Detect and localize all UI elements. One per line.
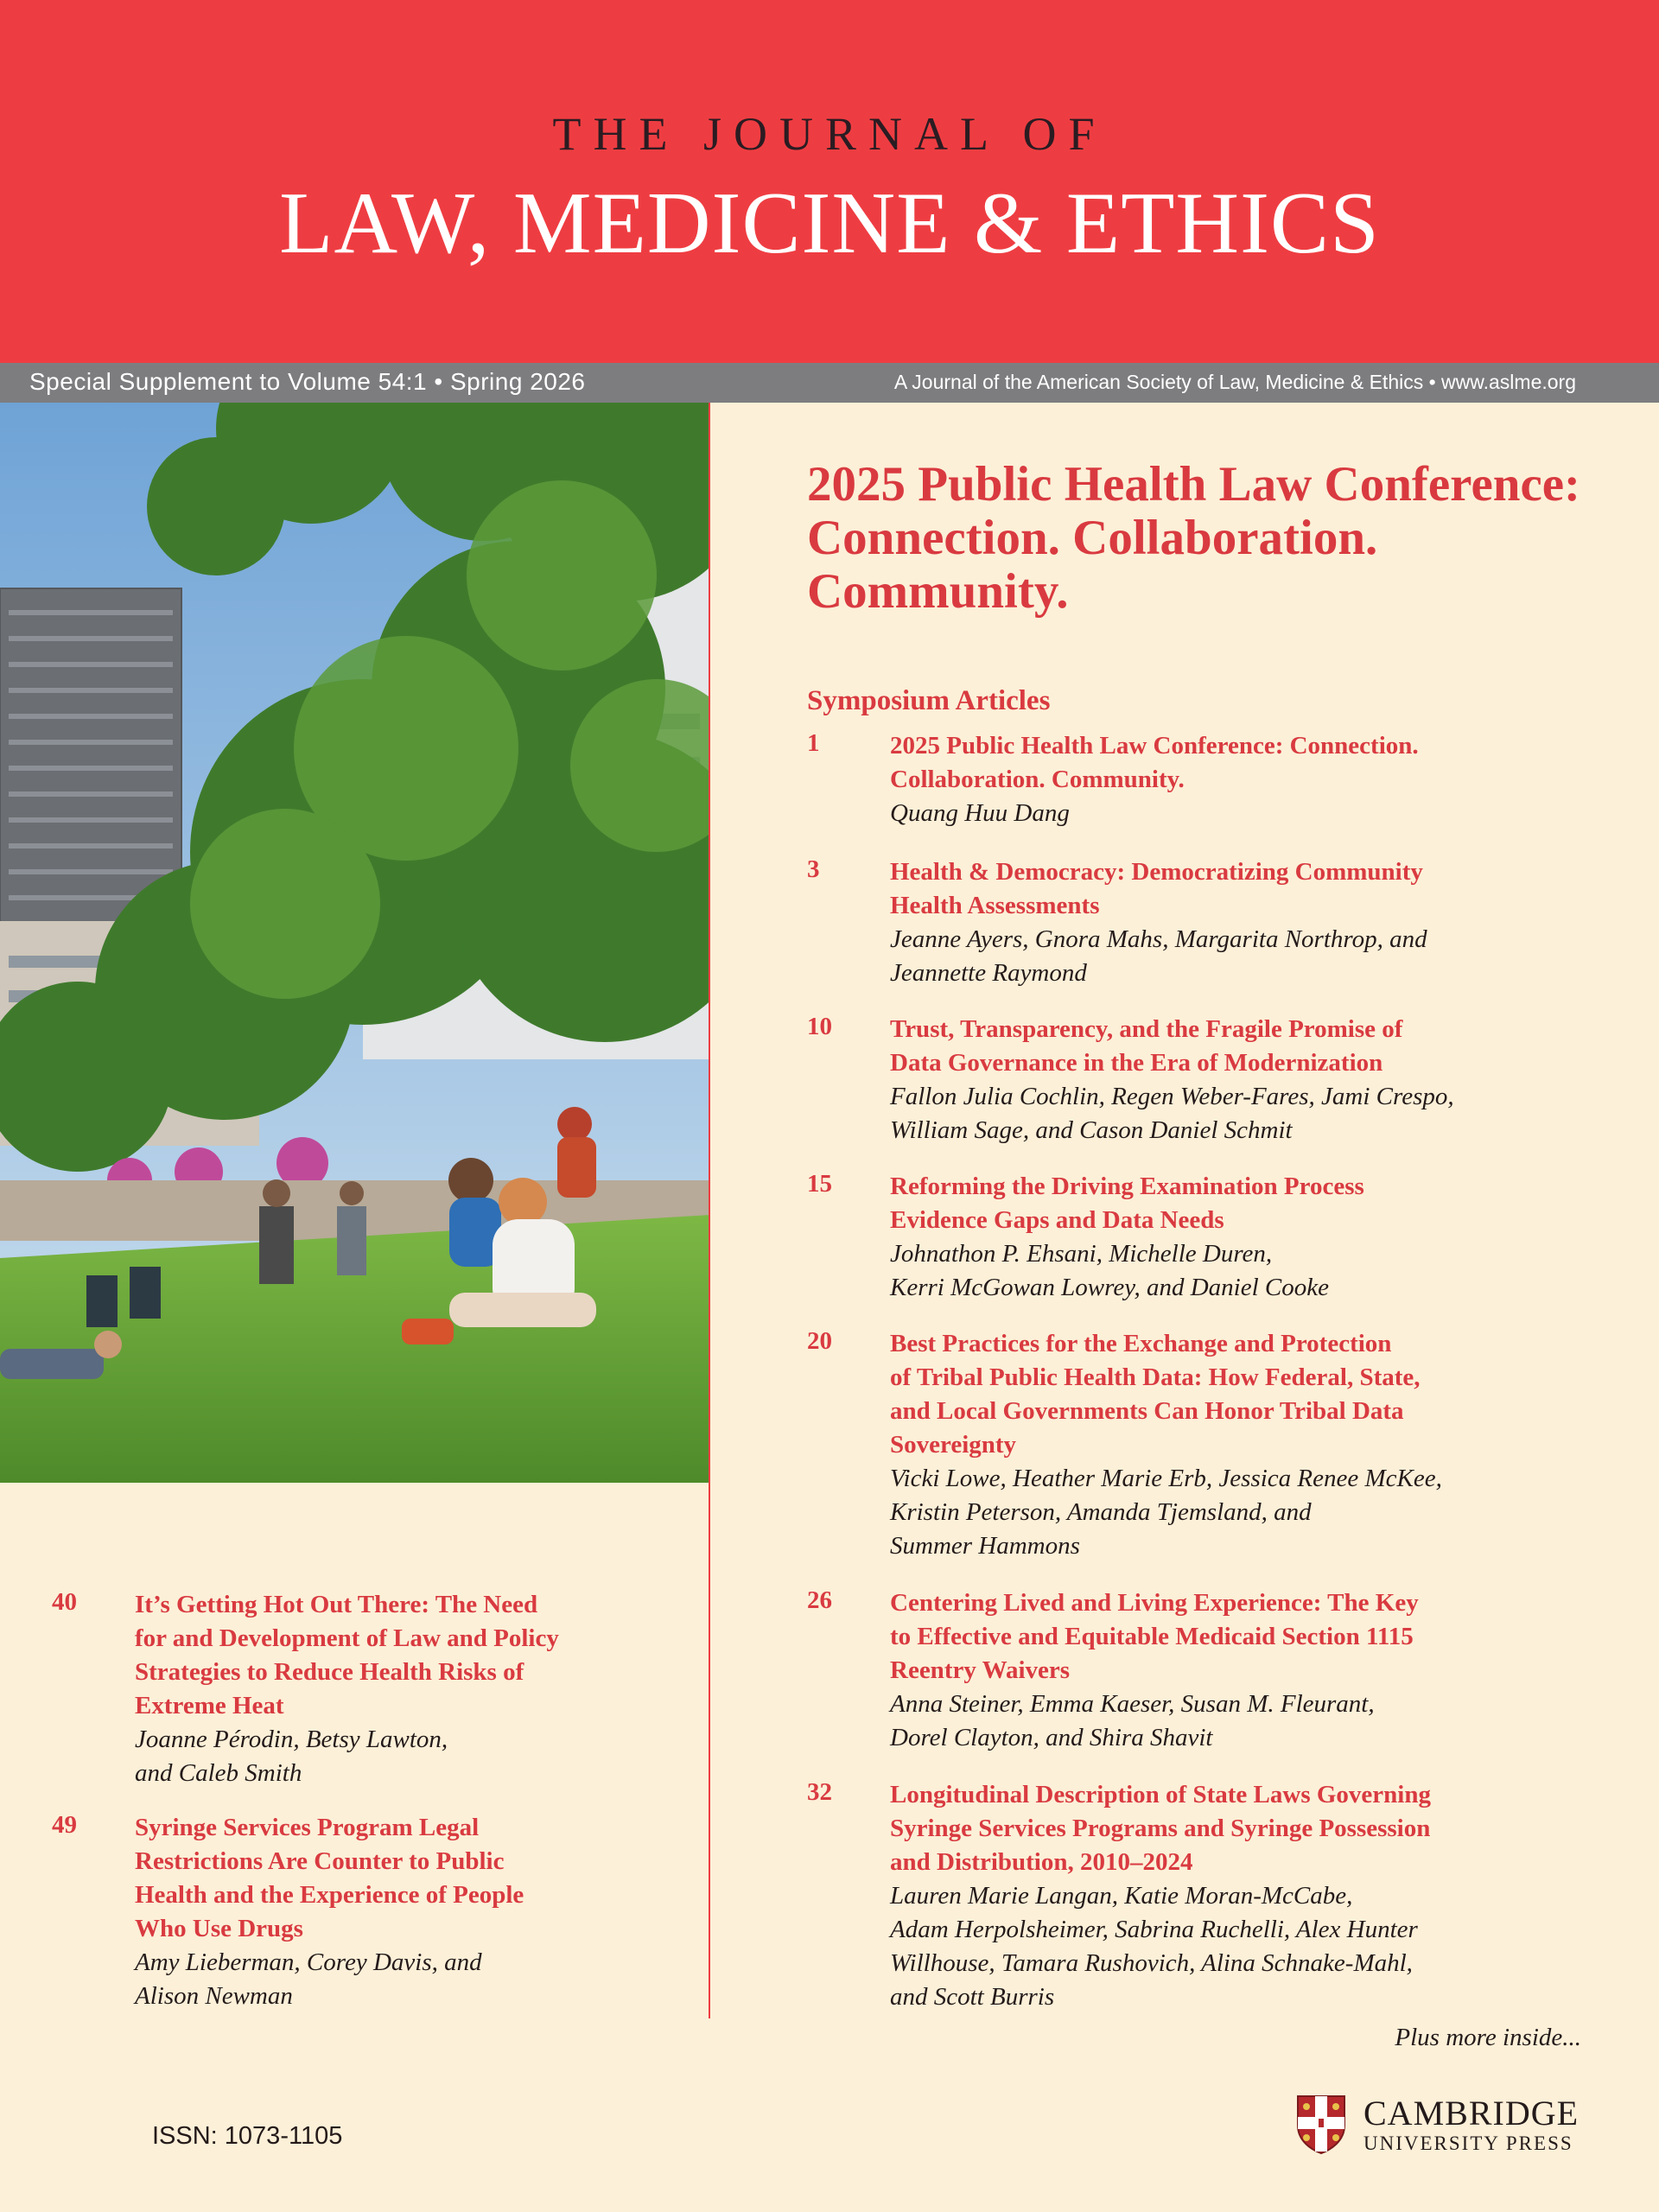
toc-article-title <box>135 1588 826 1723</box>
toc-title-line: Strategies to Reduce Health Risks of <box>135 1658 524 1686</box>
issue-band <box>0 363 1659 403</box>
toc-author-line: Alison Newman <box>135 1982 293 2010</box>
toc-title-line: and Local Governments Can Honor Tribal Data <box>890 1397 1404 1425</box>
journal-prefix: THE JOURNAL OF <box>552 108 1107 160</box>
issn: ISSN: 1073-1105 <box>152 2122 343 2150</box>
toc-title-line: Sovereignty <box>890 1431 1017 1459</box>
toc-author-line: and Scott Burris <box>890 1983 1055 2011</box>
masthead <box>0 0 1659 363</box>
toc-title-line: Best Practices for the Exchange and Protection <box>890 1330 1392 1357</box>
toc-page-number: 1 <box>807 729 820 757</box>
toc-author-line: Kerri McGowan Lowrey, and Daniel Cooke <box>890 1274 1329 1301</box>
toc-title-line: Longitudinal Description of State Laws Governing <box>890 1781 1431 1808</box>
toc-title-line: 2025 Public Health Law Conference: Connection. <box>890 732 1419 760</box>
toc-author-line: and Caleb Smith <box>135 1759 302 1787</box>
toc-article-title <box>890 1778 1581 1879</box>
toc-title-line: of Tribal Public Health Data: How Federal, State, <box>890 1363 1421 1391</box>
toc-title-line: Trust, Transparency, and the Fragile Promise of <box>890 1015 1403 1043</box>
toc-author-line: Kristin Peterson, Amanda Tjemsland, and <box>890 1498 1312 1526</box>
toc-title-line: Who Use Drugs <box>135 1915 303 1942</box>
toc-article-authors <box>135 1723 826 1790</box>
toc-article-authors <box>890 797 1581 830</box>
toc-article-authors <box>890 1462 1581 1563</box>
toc-page-number: 15 <box>807 1170 832 1198</box>
toc-title-line: Syringe Services Program Legal <box>135 1814 480 1841</box>
toc-article-title <box>890 1170 1581 1237</box>
section-heading: Symposium Articles <box>807 685 1051 716</box>
toc-author-line: Anna Steiner, Emma Kaeser, Susan M. Fleurant, <box>890 1690 1375 1718</box>
issue-theme-title: 2025 Public Health Law Conference: Connection. Collaboration. Community. <box>807 457 1581 619</box>
toc-article-authors <box>890 1688 1581 1755</box>
toc-title-line: Restrictions Are Counter to Public <box>135 1847 505 1875</box>
toc-author-line: Vicki Lowe, Heather Marie Erb, Jessica Renee McKee, <box>890 1465 1442 1492</box>
toc-page-number: 32 <box>807 1778 832 1806</box>
toc-author-line: Johnathon P. Ehsani, Michelle Duren, <box>890 1240 1273 1268</box>
toc-author-line: Adam Herpolsheimer, Sabrina Ruchelli, Alex Hunter <box>890 1916 1418 1943</box>
toc-page-number: 20 <box>807 1327 832 1355</box>
toc-page-number: 10 <box>807 1013 832 1040</box>
toc-title-line: for and Development of Law and Policy <box>135 1624 559 1652</box>
toc-page-number: 49 <box>52 1811 77 1839</box>
toc-title-line: and Distribution, 2010–2024 <box>890 1848 1193 1876</box>
toc-article-title <box>890 1586 1581 1688</box>
toc-author-line: William Sage, and Cason Daniel Schmit <box>890 1116 1293 1144</box>
toc-article-title <box>890 1327 1581 1462</box>
journal-name: LAW, MEDICINE & ETHICS <box>279 175 1380 272</box>
toc-title-line: Syringe Services Programs and Syringe Possession <box>890 1815 1431 1842</box>
plus-more-note: Plus more inside... <box>1395 2024 1581 2051</box>
toc-author-line: Amy Lieberman, Corey Davis, and <box>135 1948 482 1976</box>
toc-title-line: Collaboration. Community. <box>890 766 1185 793</box>
toc-author-line: Summer Hammons <box>890 1532 1080 1560</box>
toc-article-title <box>135 1811 826 1946</box>
toc-page-number: 3 <box>807 855 820 883</box>
toc-article-authors <box>890 923 1581 990</box>
toc-title-line: Evidence Gaps and Data Needs <box>890 1206 1224 1234</box>
cover-photo <box>0 403 710 1483</box>
toc-page-number: 40 <box>52 1588 77 1616</box>
toc-title-line: Health Assessments <box>890 892 1100 919</box>
cambridge-shield-icon <box>1296 2094 1346 2155</box>
toc-article-authors <box>890 1237 1581 1305</box>
toc-author-line: Joanne Pérodin, Betsy Lawton, <box>135 1726 448 1753</box>
toc-author-line: Quang Huu Dang <box>890 799 1070 827</box>
toc-page-number: 26 <box>807 1586 832 1614</box>
publisher-subname: UNIVERSITY PRESS <box>1363 2133 1573 2154</box>
toc-title-line: Health and the Experience of People <box>135 1881 524 1909</box>
toc-author-line: Jeannette Raymond <box>890 959 1087 987</box>
toc-title-line: It’s Getting Hot Out There: The Need <box>135 1591 538 1618</box>
toc-article-title <box>890 855 1581 923</box>
toc-author-line: Lauren Marie Langan, Katie Moran-McCabe, <box>890 1882 1353 1910</box>
toc-title-line: Extreme Heat <box>135 1692 284 1719</box>
toc-title-line: Data Governance in the Era of Modernization <box>890 1049 1383 1077</box>
toc-author-line: Willhouse, Tamara Rushovich, Alina Schnake-Mahl, <box>890 1949 1413 1977</box>
toc-author-line: Fallon Julia Cochlin, Regen Weber-Fares, Jami Crespo, <box>890 1083 1454 1110</box>
toc-title-line: to Effective and Equitable Medicaid Section 1115 <box>890 1623 1414 1650</box>
toc-article-authors <box>890 1080 1581 1147</box>
toc-title-line: Centering Lived and Living Experience: The Key <box>890 1589 1419 1617</box>
toc-article-authors <box>890 1879 1581 2014</box>
issue-info: Special Supplement to Volume 54:1 • Spring 2026 <box>29 368 586 395</box>
toc-article-title <box>890 729 1581 797</box>
toc-author-line: Dorel Clayton, and Shira Shavit <box>890 1724 1213 1751</box>
toc-article-authors <box>135 1946 826 2013</box>
toc-title-line: Health & Democracy: Democratizing Community <box>890 858 1423 886</box>
toc-author-line: Jeanne Ayers, Gnora Mahs, Margarita Northrop, and <box>890 925 1427 953</box>
toc-title-line: Reentry Waivers <box>890 1656 1071 1684</box>
publisher-name: CAMBRIDGE <box>1363 2094 1580 2133</box>
society-info: A Journal of the American Society of Law, Medicine & Ethics • www.aslme.org <box>893 371 1576 393</box>
toc-title-line: Reforming the Driving Examination Process <box>890 1173 1364 1200</box>
toc-article-title <box>890 1013 1581 1080</box>
